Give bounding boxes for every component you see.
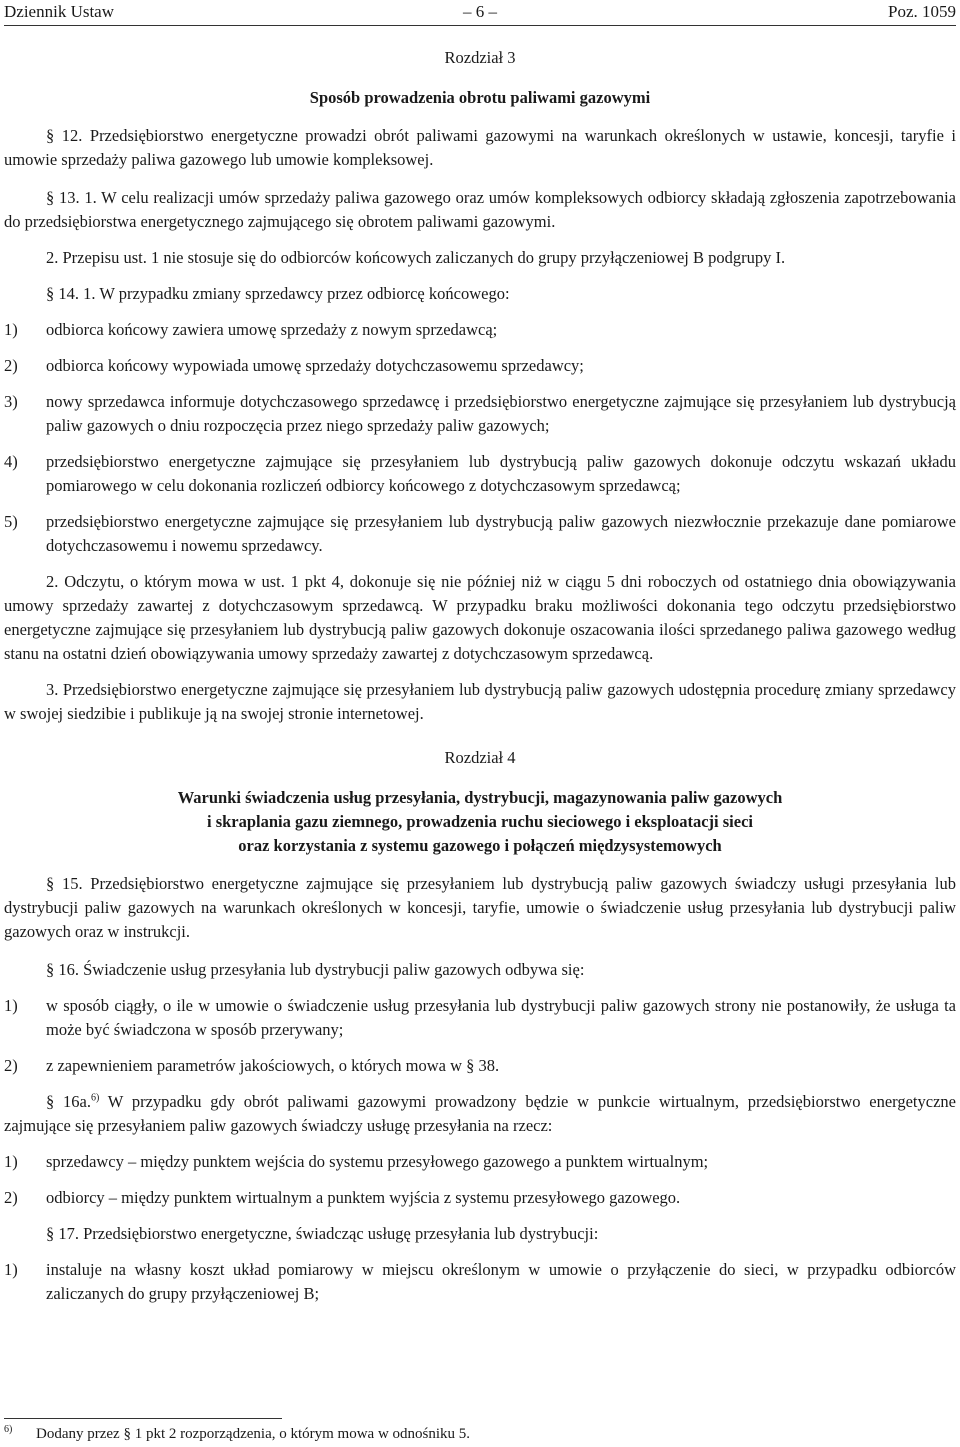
list-item-number: 3)	[4, 392, 18, 411]
chapter-3-title: Rozdział 3	[444, 48, 516, 67]
list-item-text: instaluje na własny koszt układ pomiarowy w miejscu określonym w umowie o przyłączenie do sieci, w przypadku odbiorców zaliczanych do grupy przyłączeniowej B;	[46, 1260, 956, 1303]
list-item	[4, 1150, 956, 1174]
section-12: § 12. Przedsiębiorstwo energetyczne prowadzi obrót paliwami gazowymi na warunkach określonych w ustawie, koncesji, taryfie i umowie sprzedaży paliwa gazowego lub umowie kompleksowej.	[4, 126, 956, 169]
section-15: § 15. Przedsiębiorstwo energetyczne zajmujące się przesyłaniem lub dystrybucją paliw gazowych świadczy usługi przesyłania lub dystrybucji paliw gazowych na warunkach określonych w koncesji, taryfie, umowie o świadczenie usług przesyłania lub dystrybucji paliw gazowych oraz w instrukcji.	[4, 874, 956, 941]
list-item	[4, 354, 956, 378]
section-14-paragraph-2: 2. Odczytu, o którym mowa w ust. 1 pkt 4, dokonuje się nie później niż w ciągu 5 dni roboczych od ostatniego dnia obowiązywania umowy sprzedaży zawartej z dotychczasowym sprzedawcą. W przypadku braku możliwości dokonania tego odczytu przedsiębiorstwo energetyczne zajmujące się przesyłaniem lub dystrybucją paliw gazowych dokonuje oszacowania ilości sprzedanego paliwa gazowego według stanu na ostatni dzień obowiązywania umowy sprzedaży zawartej z dotychczasowym sprzedawcą.	[4, 572, 956, 663]
list-item-number: 5)	[4, 512, 18, 531]
chapter-4-heading-line: oraz korzystania z systemu gazowego i połączeń międzysystemowych	[238, 836, 722, 855]
list-item-text: sprzedawcy – między punktem wejścia do systemu przesyłowego gazowego a punktem wirtualnym;	[46, 1152, 709, 1171]
page-header	[4, 2, 956, 24]
list-item-number: 2)	[4, 1188, 18, 1207]
list-item-text: odbiorca końcowy zawiera umowę sprzedaży z nowym sprzedawcą;	[46, 320, 498, 339]
chapter-4-heading	[4, 786, 956, 858]
footnote-text: Dodany przez § 1 pkt 2 rozporządzenia, o którym mowa w odnośniku 5.	[36, 1426, 471, 1442]
list-item	[4, 1186, 956, 1210]
position-number: Poz. 1059	[888, 2, 956, 21]
section-14-paragraph-1: § 14. 1. W przypadku zmiany sprzedawcy przez odbiorcę końcowego:	[46, 284, 510, 303]
list-item-number: 1)	[4, 320, 18, 339]
chapter-4-title: Rozdział 4	[444, 748, 516, 767]
page-number: – 6 –	[463, 2, 497, 21]
journal-name: Dziennik Ustaw	[4, 2, 115, 21]
list-item	[4, 1054, 956, 1078]
list-item	[4, 318, 956, 342]
section-16a-text: W przypadku gdy obrót paliwami gazowymi prowadzony będzie w punkcie wirtualnym, przedsiębiorstwo energetyczne zajmujące się przesyłaniem paliw gazowych świadczy usługę przesyłania na rzecz:	[4, 1092, 956, 1135]
chapter-4-heading-line: i skraplania gazu ziemnego, prowadzenia ruchu sieciowego i eksploatacji sieci	[206, 812, 753, 831]
list-item	[4, 450, 956, 498]
section-13-paragraph-1: § 13. 1. W celu realizacji umów sprzedaży paliwa gazowego oraz umów kompleksowych odbiorcy składają zgłoszenia zapotrzebowania do przedsiębiorstwa energetycznego zajmującego się obrotem paliwami gazowymi.	[4, 188, 956, 231]
list-item-text: przedsiębiorstwo energetyczne zajmujące się przesyłaniem lub dystrybucją paliw gazowych niezwłocznie przekazuje dane pomiarowe dotychczasowemu i nowemu sprzedawcy.	[46, 512, 956, 555]
footnote-divider	[4, 1418, 282, 1419]
list-item-number: 1)	[4, 996, 18, 1015]
list-item-text: w sposób ciągły, o ile w umowie o świadczenie usług przesyłania lub dystrybucji paliw gazowych strony nie postanowiły, że usługa ta może być świadczona w sposób przerywany;	[46, 996, 956, 1039]
list-item-number: 2)	[4, 356, 18, 375]
list-item	[4, 390, 956, 438]
footnote-mark: 6)	[4, 1424, 13, 1435]
list-item	[4, 510, 956, 558]
section-17: § 17. Przedsiębiorstwo energetyczne, świadcząc usługę przesyłania lub dystrybucji:	[46, 1224, 599, 1243]
header-divider	[4, 25, 956, 26]
list-item	[4, 994, 956, 1042]
list-item-text: odbiorcy – między punktem wirtualnym a punktem wyjścia z systemu przesyłowego gazowego.	[46, 1188, 681, 1207]
section-16: § 16. Świadczenie usług przesyłania lub dystrybucji paliw gazowych odbywa się:	[46, 960, 585, 979]
section-16a-label: § 16a.	[46, 1092, 91, 1111]
list-item-text: z zapewnieniem parametrów jakościowych, o których mowa w § 38.	[46, 1056, 500, 1075]
section-13-paragraph-2: 2. Przepisu ust. 1 nie stosuje się do odbiorców końcowych zaliczanych do grupy przyłączeniowej B podgrupy I.	[46, 248, 786, 267]
list-item-text: nowy sprzedawca informuje dotychczasowego sprzedawcę i przedsiębiorstwo energetyczne zajmujące się przesyłaniem lub dystrybucją paliw gazowych o dniu rozpoczęcia przez niego sprzedaży paliw gazowych;	[46, 392, 956, 435]
list-item-number: 2)	[4, 1056, 18, 1075]
list-item	[4, 1258, 956, 1306]
chapter-3-heading: Sposób prowadzenia obrotu paliwami gazowymi	[309, 88, 651, 107]
document-body	[4, 46, 956, 1306]
list-item-text: odbiorca końcowy wypowiada umowę sprzedaży dotychczasowemu sprzedawcy;	[46, 356, 584, 375]
list-item-text: przedsiębiorstwo energetyczne zajmujące się przesyłaniem lub dystrybucją paliw gazowych dokonuje odczytu wskazań układu pomiarowego w celu dokonania rozliczeń odbiorcy końcowego z dotychczasowym sprzedawcą;	[46, 452, 956, 495]
section-14-paragraph-3: 3. Przedsiębiorstwo energetyczne zajmujące się przesyłaniem lub dystrybucją paliw gazowych udostępnia procedurę zmiany sprzedawcy w swojej siedzibie i publikuje ją na swojej stronie internetowej.	[4, 680, 956, 723]
footnote-reference[interactable]: 6)	[90, 1092, 100, 1104]
chapter-4-heading-line: Warunki świadczenia usług przesyłania, dystrybucji, magazynowania paliw gazowych	[177, 788, 783, 807]
list-item-number: 4)	[4, 452, 18, 471]
list-item-number: 1)	[4, 1260, 18, 1279]
list-item-number: 1)	[4, 1152, 18, 1171]
section-16a	[4, 1090, 956, 1138]
